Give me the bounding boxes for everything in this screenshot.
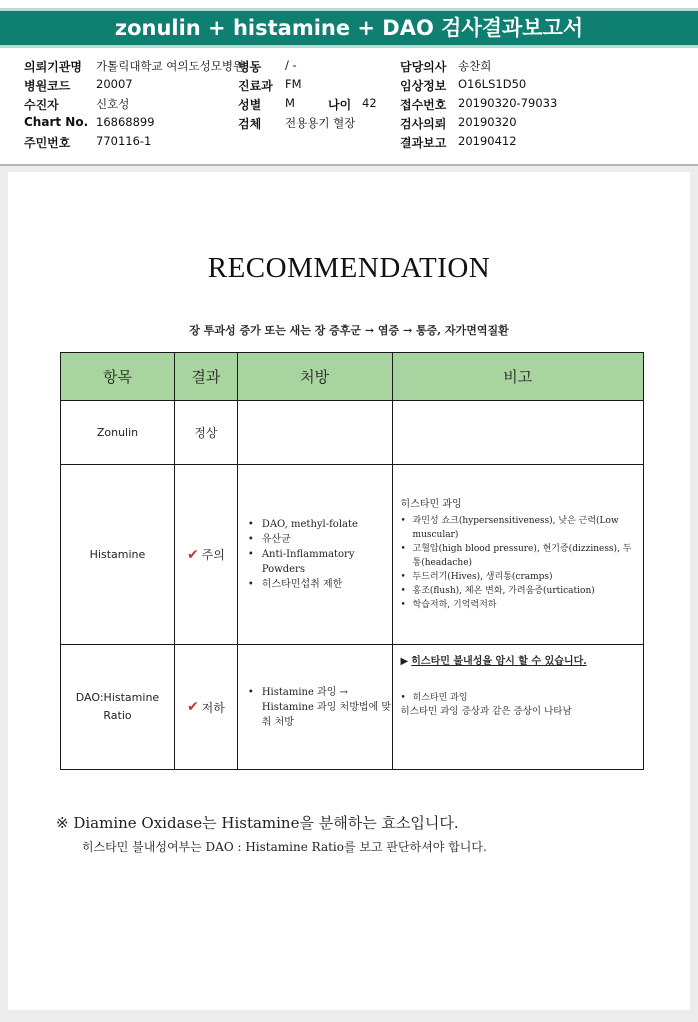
hospital-code-label: 병원코드 <box>24 79 71 93</box>
list-item: • Histamine 과잉 → Histamine 과잉 처방법에 맞춰 처방 <box>248 685 392 730</box>
table-row <box>61 401 644 465</box>
list-item: • 두드러기(Hives), 생리통(cramps) <box>401 570 635 584</box>
request-value: 20190320 <box>458 115 517 129</box>
remarks-list <box>401 514 635 612</box>
report-title: zonulin + histamine + DAO 검사결과보고서 <box>0 8 698 48</box>
table-row <box>61 465 644 645</box>
report-date-label: 결과보고 <box>400 136 447 150</box>
result-cell <box>174 645 237 770</box>
header-row <box>0 77 698 95</box>
list-item: • 과민성 쇼크(hypersensitiveness), 낮은 근력(Low muscular) <box>401 514 635 542</box>
result-wrap <box>187 699 225 716</box>
list-item: • DAO, methyl-folate <box>248 517 392 532</box>
doctor-label: 담당의사 <box>400 60 447 74</box>
recommendation-subtitle: 장 투과성 증가 또는 새는 장 증후군 → 염증 → 통증, 자가면역질환 <box>189 324 509 337</box>
ward-value: / - <box>285 58 297 72</box>
remarks-cell <box>392 645 643 770</box>
ward-label: 병동 <box>238 60 262 74</box>
triangle-right-icon: ▶ <box>400 656 409 667</box>
list-item: • 유산균 <box>248 532 392 547</box>
clinical-label: 임상정보 <box>400 79 447 93</box>
receipt-value: 20190320-79033 <box>458 96 558 110</box>
footnote-sub: 히스타민 불내성여부는 DAO : Histamine Ratio를 보고 판단하셔야 합니다. <box>82 840 487 854</box>
chart-label: Chart No. <box>24 115 89 129</box>
result-cell <box>174 401 237 465</box>
prescription-cell <box>237 465 392 645</box>
remarks-block <box>393 645 643 723</box>
sex-label: 성별 <box>238 98 262 112</box>
header-row <box>0 96 698 114</box>
age-label: 나이 <box>328 98 352 112</box>
request-label: 검사의뢰 <box>400 117 447 131</box>
result-wrap <box>187 546 225 563</box>
remarks-cell <box>392 465 643 645</box>
report-date-value: 20190412 <box>458 134 517 148</box>
column-header-prescription: 처방 <box>237 353 392 401</box>
sex-value: M <box>285 96 295 110</box>
result-value: 저하 <box>201 700 225 715</box>
hospital-code-value: 20007 <box>96 77 133 91</box>
prescription-cell <box>237 645 392 770</box>
checkmark-icon: ✔ <box>186 546 199 563</box>
prescription-cell <box>237 401 392 465</box>
rrn-label: 주민번호 <box>24 136 71 150</box>
table-header-row <box>61 353 644 401</box>
list-item: • 학습저하, 기억력저하 <box>401 598 635 612</box>
institution-label: 의뢰기관명 <box>24 60 82 74</box>
result-value: 정상 <box>194 426 218 440</box>
footnote-main: ※ Diamine Oxidase는 Histamine을 분해하는 효소입니다. <box>56 814 459 832</box>
warning-text: 히스타민 불내성을 암시 할 수 있습니다. <box>411 656 587 667</box>
list-item: • 히스타민 과잉 <box>401 691 635 705</box>
column-header-result: 결과 <box>174 353 237 401</box>
list-item: • 홍조(flush), 체온 변화, 가려움증(urtication) <box>401 584 635 598</box>
remarks-heading: 히스타민 과잉 <box>400 498 462 510</box>
header-row <box>0 115 698 133</box>
list-item: • 고혈압(high blood pressure), 현기증(dizziness), 두통(headache) <box>401 542 635 570</box>
remarks-block <box>393 494 643 616</box>
item-cell: Zonulin <box>61 401 175 465</box>
result-value: 주의 <box>201 548 225 562</box>
age-value: 42 <box>362 96 377 110</box>
prescription-list <box>238 685 392 730</box>
dept-label: 진료과 <box>238 79 273 93</box>
header-row <box>0 134 698 152</box>
remarks-cell <box>392 401 643 465</box>
doctor-value: 송찬희 <box>458 59 492 73</box>
column-header-remarks: 비고 <box>392 353 643 401</box>
patient-label: 수진자 <box>24 98 59 112</box>
warning-line <box>401 655 635 669</box>
report-header <box>0 56 698 164</box>
institution-value: 가톨릭대학교 여의도성모병원 <box>96 59 245 73</box>
table-row <box>61 645 644 770</box>
prescription-list <box>238 517 392 592</box>
item-cell: Histamine <box>61 465 175 645</box>
dept-value: FM <box>285 77 302 91</box>
list-item: • 히스타민섭취 제한 <box>248 577 392 592</box>
list-item: • Anti-Inflammatory Powders <box>248 547 392 577</box>
column-header-item: 항목 <box>61 353 175 401</box>
recommendation-page <box>8 172 690 1010</box>
specimen-value: 전용용기 혈장 <box>285 116 356 130</box>
recommendation-table <box>60 352 644 770</box>
patient-value: 신호성 <box>96 97 130 111</box>
chart-value: 16868899 <box>96 115 155 129</box>
rrn-value: 770116-1 <box>96 134 152 148</box>
clinical-value: O16LS1D50 <box>458 77 527 91</box>
header-row <box>0 58 698 76</box>
receipt-label: 접수번호 <box>400 98 447 112</box>
remarks-list <box>401 691 635 705</box>
specimen-label: 검체 <box>238 117 262 131</box>
checkmark-icon: ✔ <box>186 699 199 715</box>
item-cell: DAO:Histamine Ratio <box>61 645 175 770</box>
result-cell <box>174 465 237 645</box>
remarks-tail: 히스타민 과잉 증상과 같은 증상이 나타남 <box>400 706 572 717</box>
recommendation-title: RECOMMENDATION <box>207 252 491 284</box>
